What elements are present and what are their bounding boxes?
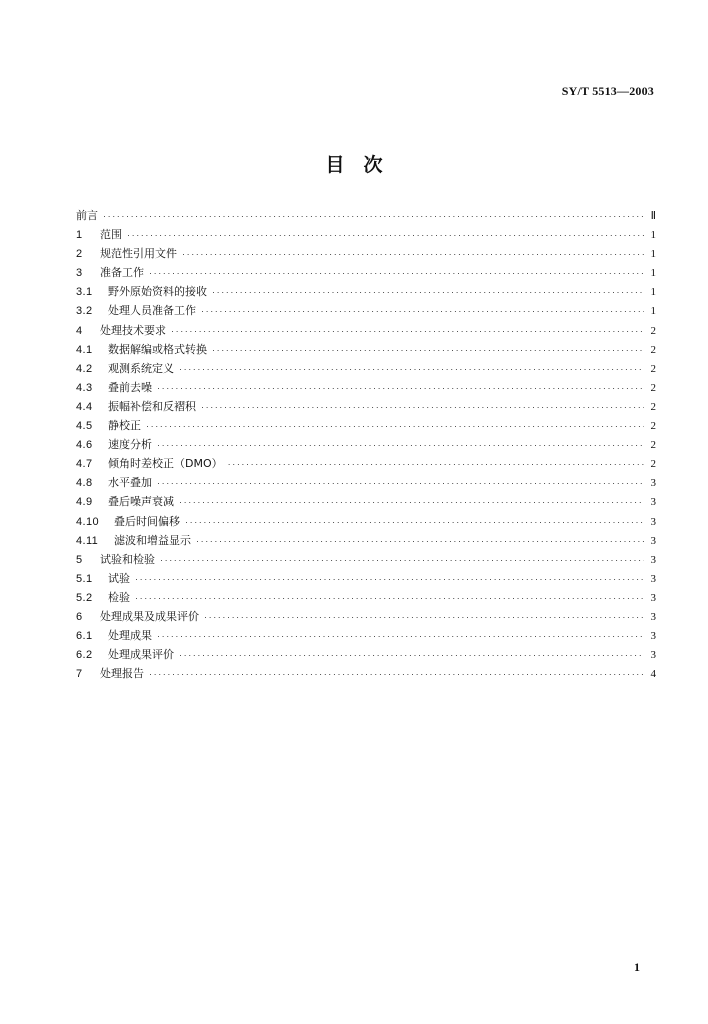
toc-label: 处理成果 [108, 629, 152, 643]
toc-section-number: 6 [76, 610, 83, 623]
toc-label: 试验和检验 [100, 552, 155, 566]
toc-page-number: 3 [650, 649, 656, 662]
toc-entry-4-4[interactable] [76, 397, 656, 416]
toc-entry-3-1[interactable] [76, 282, 656, 301]
toc-leader-dots [171, 322, 644, 341]
toc-section-number: 4.5 [76, 420, 93, 433]
toc-section-number: 3 [76, 267, 83, 280]
toc-label: 观测系统定义 [108, 361, 174, 375]
toc-page-number: 3 [650, 477, 656, 490]
toc-entry-5[interactable] [76, 550, 656, 569]
toc-page-number: 3 [650, 591, 656, 604]
toc-leader-dots [212, 341, 644, 360]
toc-entry-1[interactable] [76, 225, 656, 244]
toc-page-number: 3 [650, 515, 656, 528]
toc-entry-7[interactable] [76, 664, 656, 683]
toc-section-number: 1 [76, 229, 83, 242]
toc-page-number: 2 [650, 420, 656, 433]
toc-page-number: 2 [650, 400, 656, 413]
toc-section-number: 4.4 [76, 400, 93, 413]
toc-entry-6-2[interactable] [76, 645, 656, 664]
toc-leader-dots [185, 513, 644, 532]
toc-label: 速度分析 [108, 438, 152, 452]
toc-page-number: 1 [650, 267, 656, 280]
toc-label: 振幅补偿和反褶积 [108, 399, 196, 413]
toc-page-number: 2 [650, 458, 656, 471]
toc-page-number: 3 [650, 534, 656, 547]
standard-code: SY/T 5513—2003 [561, 84, 654, 98]
toc-section-number: 3.1 [76, 286, 93, 299]
toc-page-number: 1 [650, 286, 656, 299]
toc-label: 规范性引用文件 [100, 247, 177, 261]
toc-label: 叠前去噪 [108, 380, 152, 394]
toc-leader-dots [201, 302, 644, 321]
toc-entry-4-8[interactable] [76, 473, 656, 492]
toc-leader-dots [157, 627, 644, 646]
toc-entry-6-1[interactable] [76, 626, 656, 645]
toc-entry-4-6[interactable] [76, 435, 656, 454]
toc-section-number: 5.2 [76, 591, 93, 604]
toc-section-number: 3.2 [76, 305, 93, 318]
toc-entry-6[interactable] [76, 607, 656, 626]
toc-entry-3-2[interactable] [76, 301, 656, 320]
toc-leader-dots [204, 608, 644, 627]
toc-leader-dots [157, 474, 644, 493]
toc-label: 水平叠加 [108, 476, 152, 490]
toc-section-number: 6.2 [76, 649, 93, 662]
toc-section-number: 4.8 [76, 477, 93, 490]
toc-label: 数据解编或格式转换 [108, 342, 207, 356]
toc-entry-4-3[interactable] [76, 378, 656, 397]
toc-label: 静校正 [108, 419, 141, 433]
toc-label: 处理人员准备工作 [108, 304, 196, 318]
toc-page-number: 1 [650, 248, 656, 261]
toc-page-number: 2 [650, 324, 656, 337]
toc-label: 叠后时间偏移 [114, 514, 180, 528]
toc-page-number: 1 [650, 305, 656, 318]
toc-leader-dots [196, 532, 644, 551]
toc-section-number: 6.1 [76, 630, 93, 643]
toc-entry-4-2[interactable] [76, 359, 656, 378]
toc-page-number: Ⅱ [650, 210, 656, 222]
toc-entry-4-7[interactable] [76, 454, 656, 473]
toc-entry-4-9[interactable] [76, 492, 656, 511]
toc-page-number: 3 [650, 572, 656, 585]
toc-label: 前言 [76, 209, 98, 222]
toc-label: 处理技术要求 [100, 323, 166, 337]
toc-section-number: 4.7 [76, 458, 93, 471]
toc-leader-dots [179, 646, 644, 665]
toc-section-number: 2 [76, 248, 83, 261]
toc-entry-3[interactable] [76, 263, 656, 282]
table-of-contents [76, 206, 656, 683]
toc-entry-4-11[interactable] [76, 531, 656, 550]
toc-leader-dots [149, 264, 644, 283]
toc-leader-dots [157, 436, 644, 455]
toc-label: 叠后噪声衰减 [108, 495, 174, 509]
toc-page-number: 2 [650, 381, 656, 394]
toc-entry-4[interactable] [76, 321, 656, 340]
toc-leader-dots [135, 589, 644, 608]
toc-section-number: 4.6 [76, 439, 93, 452]
toc-leader-dots [201, 398, 644, 417]
toc-page-number: 3 [650, 610, 656, 623]
toc-leader-dots [179, 493, 644, 512]
toc-leader-dots [228, 455, 644, 474]
toc-page-number: 3 [650, 553, 656, 566]
page-title: 目 次 [325, 154, 383, 176]
toc-label: 准备工作 [100, 266, 144, 280]
toc-page-number: 3 [650, 630, 656, 643]
toc-page-number: 3 [650, 496, 656, 509]
toc-entry-4-10[interactable] [76, 512, 656, 531]
toc-page-number: 2 [650, 362, 656, 375]
toc-page-number: 1 [650, 229, 656, 242]
toc-entry-foreword[interactable] [76, 206, 656, 225]
toc-entry-5-2[interactable] [76, 588, 656, 607]
toc-page-number: 2 [650, 439, 656, 452]
toc-section-number: 7 [76, 668, 83, 681]
toc-section-number: 4.11 [76, 534, 99, 547]
toc-leader-dots [146, 417, 644, 436]
toc-page-number: 2 [650, 343, 656, 356]
toc-leader-dots [149, 665, 644, 684]
toc-leader-dots [103, 207, 644, 226]
toc-section-number: 4 [76, 324, 83, 337]
toc-section-number: 4.3 [76, 381, 93, 394]
toc-section-number: 5.1 [76, 572, 93, 585]
toc-label: 试验 [108, 571, 130, 585]
toc-section-number: 5 [76, 553, 83, 566]
toc-label: 范围 [100, 228, 122, 242]
toc-page-number: 4 [650, 668, 656, 681]
toc-label: 处理报告 [100, 667, 144, 681]
toc-section-number: 4.2 [76, 362, 93, 375]
toc-entry-5-1[interactable] [76, 569, 656, 588]
toc-leader-dots [212, 283, 644, 302]
toc-entry-4-1[interactable] [76, 340, 656, 359]
toc-label: 滤波和增益显示 [114, 533, 191, 547]
toc-label: 处理成果及成果评价 [100, 609, 199, 623]
toc-leader-dots [135, 570, 644, 589]
toc-entry-2[interactable] [76, 244, 656, 263]
toc-section-number: 4.9 [76, 496, 93, 509]
toc-leader-dots [127, 226, 644, 245]
toc-label: 倾角时差校正（DMO） [108, 457, 223, 471]
toc-section-number: 4.10 [76, 515, 100, 528]
toc-section-number: 4.1 [76, 343, 93, 356]
toc-entry-4-5[interactable] [76, 416, 656, 435]
toc-leader-dots [182, 245, 644, 264]
toc-label: 野外原始资料的接收 [108, 285, 207, 299]
toc-leader-dots [160, 551, 644, 570]
page-number: 1 [634, 960, 640, 974]
toc-leader-dots [157, 379, 644, 398]
toc-leader-dots [179, 360, 644, 379]
toc-label: 处理成果评价 [108, 648, 174, 662]
toc-label: 检验 [108, 590, 130, 604]
